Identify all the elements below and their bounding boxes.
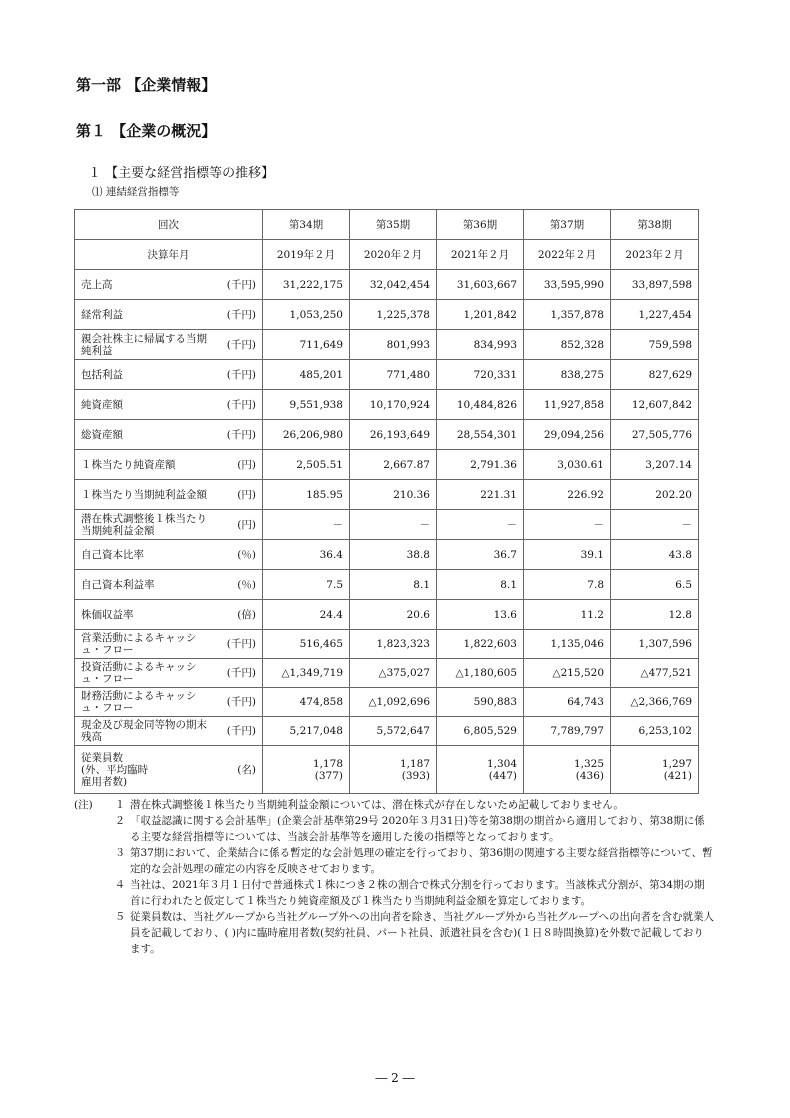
period-header: 第38期 <box>611 210 699 240</box>
value-cell: 759,598 <box>611 330 699 360</box>
value-cell: 838,275 <box>524 360 611 390</box>
value-cell: 10,170,924 <box>350 390 437 420</box>
note-tag <box>74 877 110 909</box>
employees-temp-count: (421) <box>663 769 692 782</box>
value-cell: 13.6 <box>437 600 524 630</box>
row-label: 包括利益 <box>75 360 221 390</box>
value-cell: 485,201 <box>263 360 350 390</box>
table-row <box>75 420 699 450</box>
value-cell: 2,505.51 <box>263 450 350 480</box>
value-cell: 720,331 <box>437 360 524 390</box>
header-label: 回次 <box>75 210 263 240</box>
value-cell: 8.1 <box>350 570 437 600</box>
row-label: 現金及び現金同等物の期末残高 <box>75 717 221 746</box>
table-row <box>75 570 699 600</box>
value-cell: － <box>524 510 611 540</box>
value-cell: △2,366,769 <box>611 688 699 717</box>
value-cell: 1,227,454 <box>611 300 699 330</box>
note-item <box>74 877 714 909</box>
value-cell: 1,225,378 <box>350 300 437 330</box>
value-cell: － <box>611 510 699 540</box>
row-label: 自己資本比率 <box>75 540 221 570</box>
row-label: 売上高 <box>75 270 221 300</box>
value-cell: 1,201,842 <box>437 300 524 330</box>
value-cell: － <box>437 510 524 540</box>
row-label: １株当たり純資産額 <box>75 450 221 480</box>
row-unit: (千円) <box>221 717 263 746</box>
employees-label <box>75 746 221 794</box>
note-text: 「収益認識に関する会計基準」(企業会計基準第29号 2020年３月31日)等を第38期の期首から適用しており、第38期に係る主要な経営指標等については、当該会計基準等を適用した後の指標等となっております。 <box>130 815 705 843</box>
value-cell: 36.7 <box>437 540 524 570</box>
date-header: 2023年２月 <box>611 240 699 270</box>
value-cell: 3,030.61 <box>524 450 611 480</box>
employees-cell <box>263 746 350 794</box>
period-header: 第34期 <box>263 210 350 240</box>
value-cell: 31,603,667 <box>437 270 524 300</box>
value-cell: 2,791.36 <box>437 450 524 480</box>
value-cell: 7.8 <box>524 570 611 600</box>
period-header: 第37期 <box>524 210 611 240</box>
employees-cell <box>524 746 611 794</box>
employees-temp-count: (436) <box>575 769 604 782</box>
table-row <box>75 717 699 746</box>
value-cell: 32,042,454 <box>350 270 437 300</box>
note-tag <box>74 813 110 845</box>
table-row-employees <box>75 746 699 794</box>
row-unit: (％) <box>221 540 263 570</box>
employees-cell <box>350 746 437 794</box>
value-cell: － <box>263 510 350 540</box>
value-cell: 474,858 <box>263 688 350 717</box>
table-row <box>75 450 699 480</box>
notes <box>74 797 714 957</box>
row-label: 自己資本利益率 <box>75 570 221 600</box>
header-row-period <box>75 210 699 240</box>
value-cell: 29,094,256 <box>524 420 611 450</box>
row-label: 親会社株主に帰属する当期純利益 <box>75 330 221 360</box>
row-unit: (％) <box>221 570 263 600</box>
row-unit: (千円) <box>221 390 263 420</box>
table-row <box>75 270 699 300</box>
value-cell: 226.92 <box>524 480 611 510</box>
date-header: 2022年２月 <box>524 240 611 270</box>
note-text: 第37期において、企業結合に係る暫定的な会計処理の確定を行っており、第36期の関連する主要な経営指標等について、暫定的な会計処理の確定の内容を反映させております。 <box>130 847 713 875</box>
employees-count: 1,187 <box>399 757 430 770</box>
value-cell: 6,253,102 <box>611 717 699 746</box>
table-title: ⑴ 連結経営指標等 <box>92 186 180 198</box>
value-cell: 1,053,250 <box>263 300 350 330</box>
value-cell: 3,207.14 <box>611 450 699 480</box>
table-row <box>75 360 699 390</box>
value-cell: 9,551,938 <box>263 390 350 420</box>
table-row <box>75 659 699 688</box>
period-header: 第35期 <box>350 210 437 240</box>
date-header: 2021年２月 <box>437 240 524 270</box>
row-unit: (千円) <box>221 659 263 688</box>
value-cell: △1,092,696 <box>350 688 437 717</box>
note-number: ５ <box>114 911 126 923</box>
row-unit: (千円) <box>221 630 263 659</box>
section-title: 第１ 【企業の概況】 <box>76 122 217 140</box>
value-cell: 1,823,323 <box>350 630 437 659</box>
value-cell: 2,667.87 <box>350 450 437 480</box>
row-unit: (円) <box>221 510 263 540</box>
value-cell: △375,027 <box>350 659 437 688</box>
row-label: 営業活動によるキャッシュ・フロー <box>75 630 221 659</box>
value-cell: 5,572,647 <box>350 717 437 746</box>
row-unit: (千円) <box>221 270 263 300</box>
part-title: 第一部 【企業情報】 <box>76 76 217 94</box>
value-cell: 36.4 <box>263 540 350 570</box>
note-tag <box>74 909 110 957</box>
value-cell: 1,307,596 <box>611 630 699 659</box>
date-header: 2020年２月 <box>350 240 437 270</box>
employees-temp-count: (447) <box>488 769 517 782</box>
table-row <box>75 330 699 360</box>
note-text: 従業員数は、当社グループから当社グループ外への出向者を除き、当社グループ外から当社グループへの出向者を含む就業人員を記載しており、( )内に臨時雇用者数(契約社員、パート社員、派遣社員を含む)(１日８時間換算)を外数で記載しております。 <box>130 911 715 955</box>
employees-count: 1,304 <box>486 757 517 770</box>
value-cell: 771,480 <box>350 360 437 390</box>
value-cell: 31,222,175 <box>263 270 350 300</box>
row-label: 経常利益 <box>75 300 221 330</box>
row-unit: (千円) <box>221 300 263 330</box>
value-cell: 24.4 <box>263 600 350 630</box>
employees-label-line: (外、平均臨時 <box>81 763 149 776</box>
employees-temp-count: (393) <box>401 769 430 782</box>
table-row <box>75 480 699 510</box>
value-cell: 64,743 <box>524 688 611 717</box>
value-cell: 28,554,301 <box>437 420 524 450</box>
employees-count: 1,297 <box>661 757 692 770</box>
header-row-date <box>75 240 699 270</box>
value-cell: 1,822,603 <box>437 630 524 659</box>
subsection-title: １ 【主要な経営指標等の推移】 <box>88 166 275 181</box>
row-label: 潜在株式調整後１株当たり当期純利益金額 <box>75 510 221 540</box>
value-cell: 1,357,878 <box>524 300 611 330</box>
value-cell: 38.8 <box>350 540 437 570</box>
employees-unit: (名) <box>221 746 263 794</box>
note-number: ４ <box>114 879 126 891</box>
financial-indicators-table <box>74 209 699 794</box>
note-item <box>74 909 714 957</box>
employees-count: 1,325 <box>573 757 604 770</box>
table-row <box>75 600 699 630</box>
value-cell: 10,484,826 <box>437 390 524 420</box>
employees-cell <box>611 746 699 794</box>
value-cell: 185.95 <box>263 480 350 510</box>
row-label: １株当たり当期純利益金額 <box>75 480 221 510</box>
date-label: 決算年月 <box>75 240 263 270</box>
value-cell: 26,206,980 <box>263 420 350 450</box>
period-header: 第36期 <box>437 210 524 240</box>
row-unit: (円) <box>221 480 263 510</box>
value-cell: 7,789,797 <box>524 717 611 746</box>
row-label: 純資産額 <box>75 390 221 420</box>
row-unit: (倍) <box>221 600 263 630</box>
table-row <box>75 630 699 659</box>
row-label: 株価収益率 <box>75 600 221 630</box>
note-item <box>74 797 714 813</box>
date-header: 2019年２月 <box>263 240 350 270</box>
value-cell: 852,328 <box>524 330 611 360</box>
row-label: 財務活動によるキャッシュ・フロー <box>75 688 221 717</box>
row-unit: (千円) <box>221 688 263 717</box>
note-text: 潜在株式調整後１株当たり当期純利益金額については、潜在株式が存在しないため記載しておりません。 <box>130 799 624 811</box>
value-cell: 6.5 <box>611 570 699 600</box>
value-cell: 33,897,598 <box>611 270 699 300</box>
value-cell: 202.20 <box>611 480 699 510</box>
note-item <box>74 813 714 845</box>
value-cell: 43.8 <box>611 540 699 570</box>
row-label: 総資産額 <box>75 420 221 450</box>
note-text: 当社は、2021年３月１日付で普通株式１株につき２株の割合で株式分割を行っております。当該株式分割が、第34期の期首に行われたと仮定して１株当たり純資産額及び１株当たり当期純利益金額を算定しております。 <box>130 879 705 907</box>
employees-count: 1,178 <box>312 757 343 770</box>
value-cell: △477,521 <box>611 659 699 688</box>
table-row <box>75 540 699 570</box>
value-cell: 39.1 <box>524 540 611 570</box>
value-cell: 8.1 <box>437 570 524 600</box>
value-cell: 6,805,529 <box>437 717 524 746</box>
note-tag <box>74 845 110 877</box>
value-cell: △1,180,605 <box>437 659 524 688</box>
value-cell: 210.36 <box>350 480 437 510</box>
value-cell: 1,135,046 <box>524 630 611 659</box>
note-number: ３ <box>114 847 126 859</box>
value-cell: 801,993 <box>350 330 437 360</box>
value-cell: 20.6 <box>350 600 437 630</box>
employees-cell <box>437 746 524 794</box>
value-cell: 27,505,776 <box>611 420 699 450</box>
value-cell: 11.2 <box>524 600 611 630</box>
table-row <box>75 688 699 717</box>
value-cell: 827,629 <box>611 360 699 390</box>
employees-label-line: 従業員数 <box>81 751 123 764</box>
value-cell: 12.8 <box>611 600 699 630</box>
note-number: ２ <box>114 815 126 827</box>
value-cell: 590,883 <box>437 688 524 717</box>
value-cell: △1,349,719 <box>263 659 350 688</box>
value-cell: 711,649 <box>263 330 350 360</box>
row-unit: (円) <box>221 450 263 480</box>
value-cell: 12,607,842 <box>611 390 699 420</box>
value-cell: △215,520 <box>524 659 611 688</box>
table-row <box>75 300 699 330</box>
page-number: ― 2 ― <box>375 1071 415 1085</box>
employees-temp-count: (377) <box>314 769 343 782</box>
value-cell: 33,595,990 <box>524 270 611 300</box>
note-number: １ <box>114 799 126 811</box>
value-cell: 7.5 <box>263 570 350 600</box>
row-unit: (千円) <box>221 420 263 450</box>
value-cell: 5,217,048 <box>263 717 350 746</box>
value-cell: 834,993 <box>437 330 524 360</box>
value-cell: － <box>350 510 437 540</box>
row-unit: (千円) <box>221 330 263 360</box>
value-cell: 11,927,858 <box>524 390 611 420</box>
value-cell: 26,193,649 <box>350 420 437 450</box>
employees-label-line: 雇用者数) <box>81 775 128 788</box>
table-row <box>75 390 699 420</box>
row-unit: (千円) <box>221 360 263 390</box>
value-cell: 221.31 <box>437 480 524 510</box>
note-tag: (注) <box>74 799 93 811</box>
row-label: 投資活動によるキャッシュ・フロー <box>75 659 221 688</box>
value-cell: 516,465 <box>263 630 350 659</box>
table-row <box>75 510 699 540</box>
note-item <box>74 845 714 877</box>
